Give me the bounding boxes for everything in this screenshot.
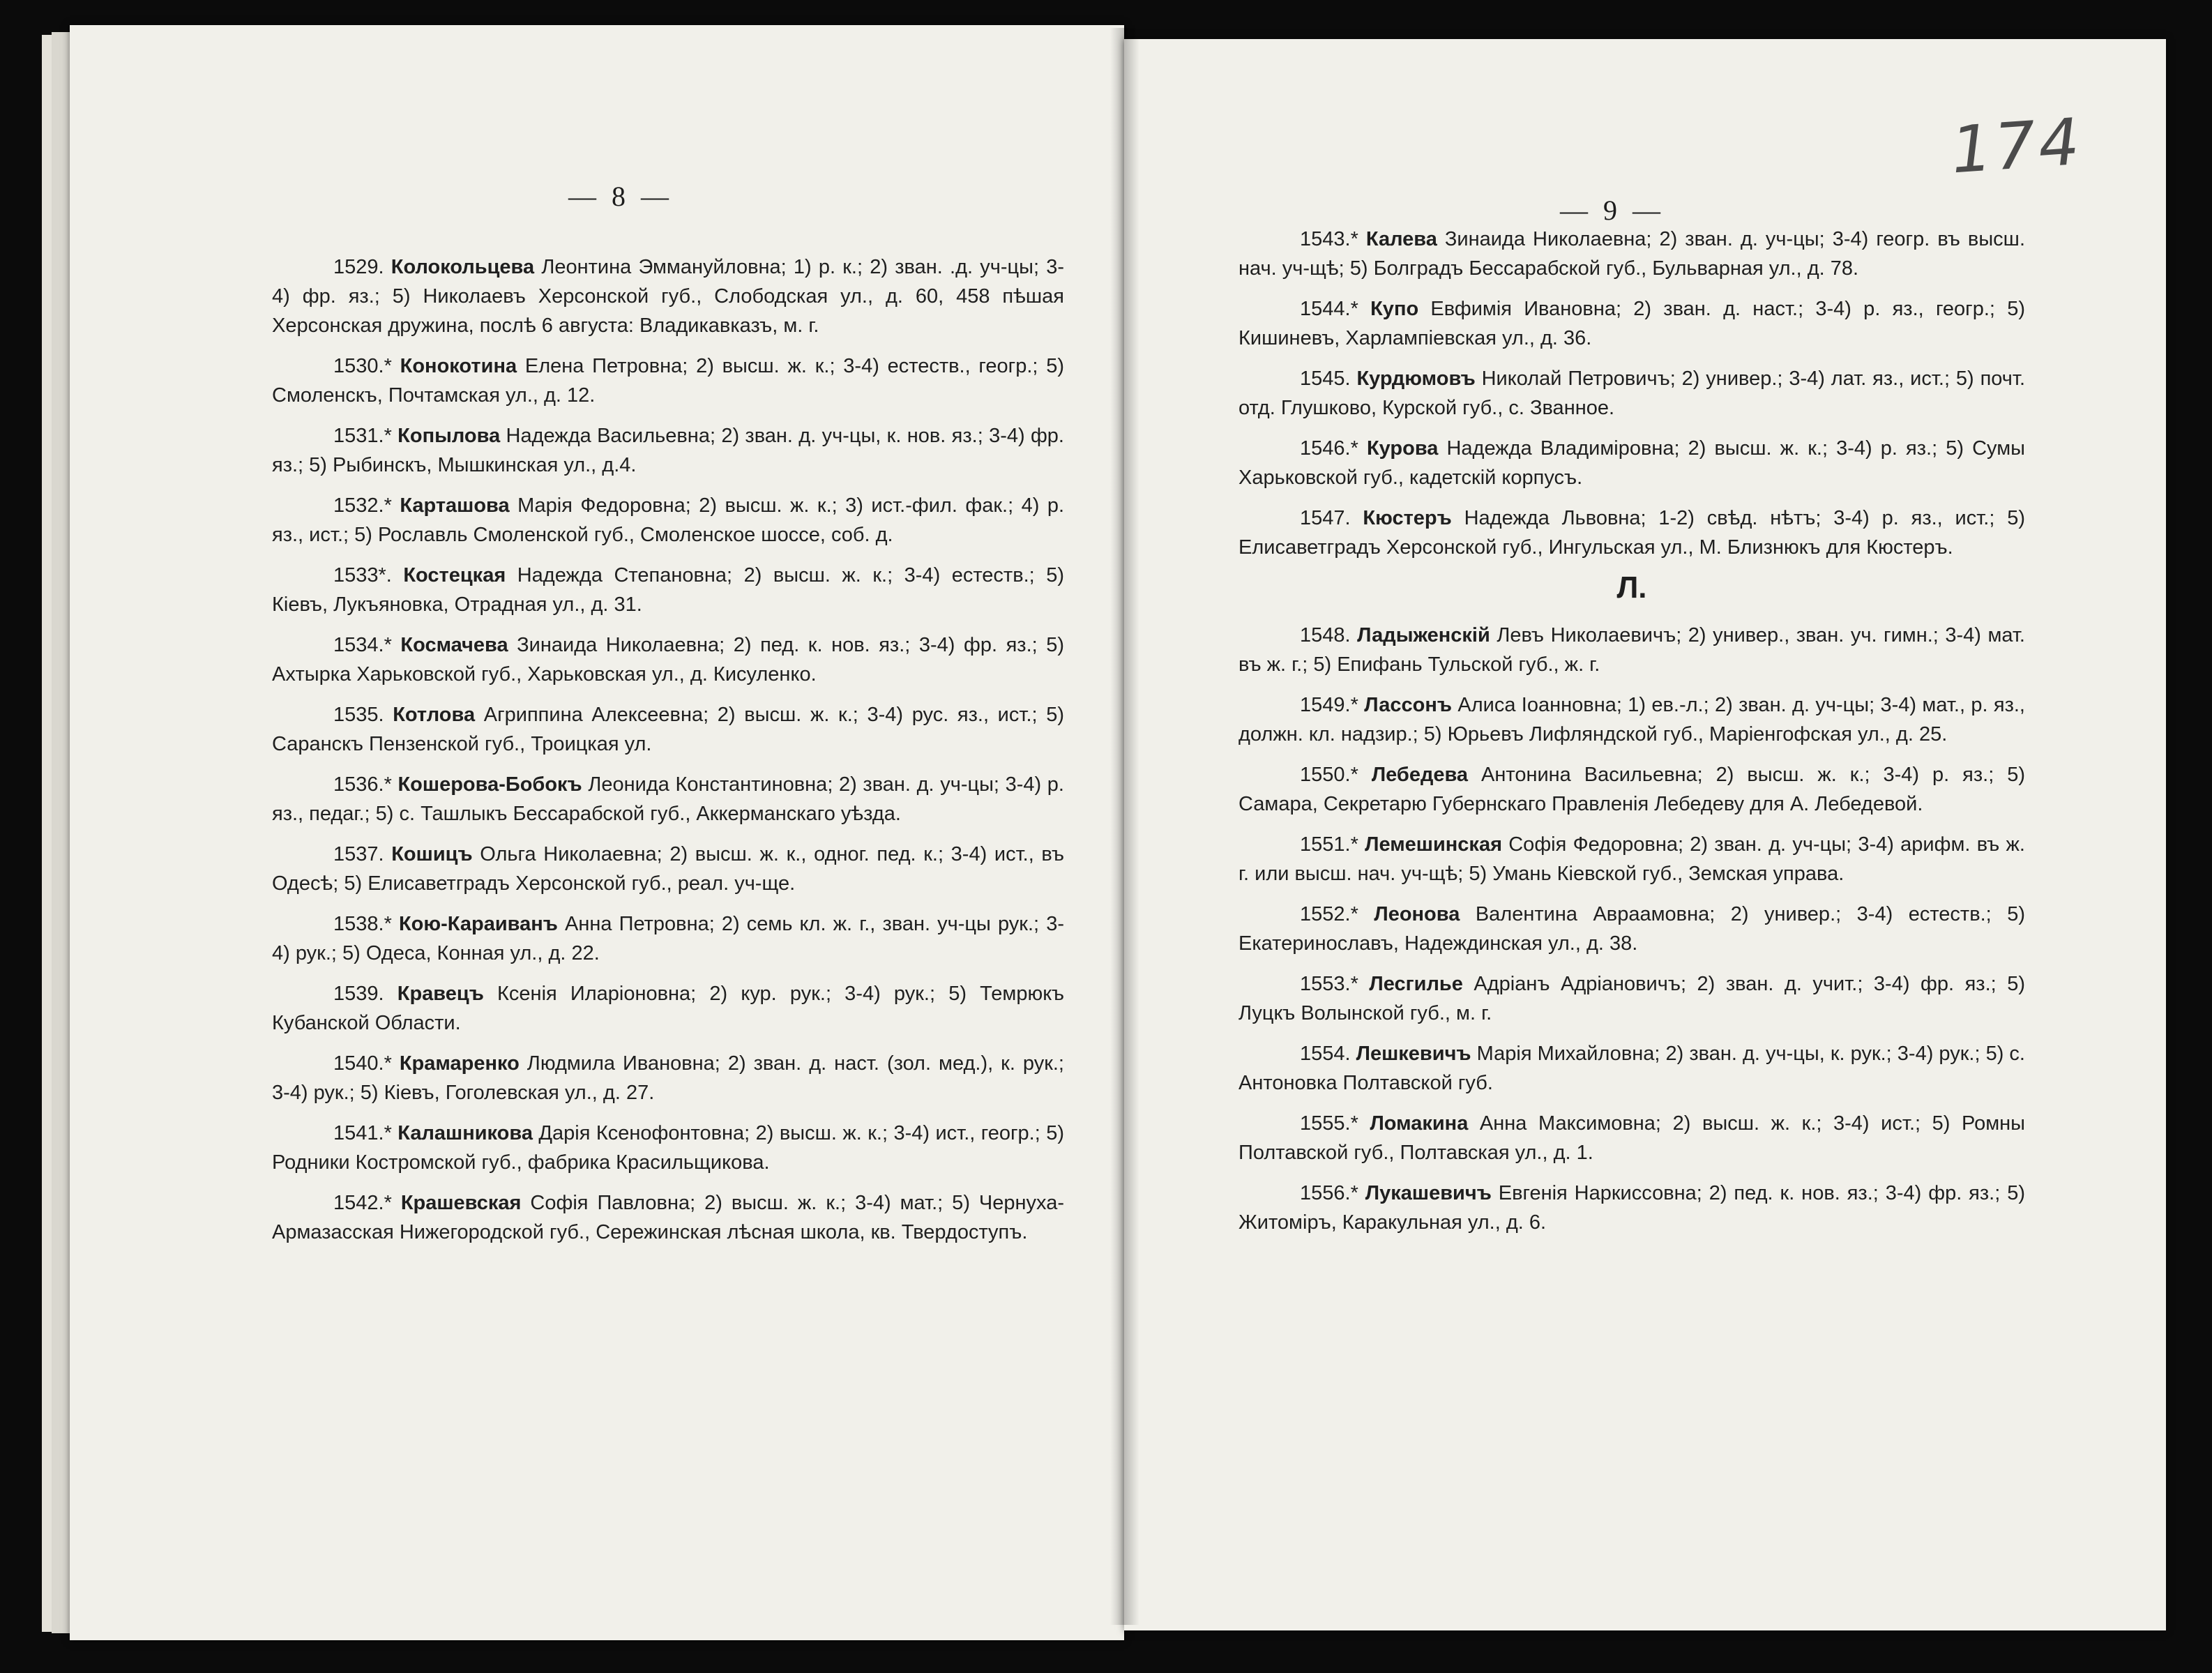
list-item [272,700,1064,759]
entry-number: 1530.* [333,355,392,377]
entry-surname: Колокольцева [391,256,535,278]
entry-surname: Кюстеръ [1363,507,1452,529]
list-item [1238,1039,2025,1098]
entry-details: Софія Павловна; 2) высш. ж. к.; 3-4) мат.; 5) Чернуха-Армазасская Нижегородской губ., Сережинская лѣсная школа, кв. Твердоступъ. [272,1192,1064,1243]
entry-list [1238,225,2025,1248]
entry-surname: Конокотина [400,355,517,377]
list-item [1238,1179,2025,1237]
entry-number: 1535. [333,704,384,726]
entry-surname: Котлова [393,704,476,726]
entry-details: Дарія Ксенофонтовна; 2) высш. ж. к.; 3-4) ист., геогр.; 5) Родники Костромской губ., фабрика Красильщикова. [272,1122,1064,1174]
list-item [272,491,1064,550]
entry-details: Валентина Авраамовна; 2) универ.; 3-4) естеств.; 5) Екатеринославъ, Надеждинская ул., д. 38. [1238,903,2025,955]
entry-number: 1529. [333,256,384,278]
list-item [272,1049,1064,1107]
entry-details: Адріанъ Адріановичъ; 2) зван. д. учит.; 3-4) фр. яз.; 5) Луцкъ Волынской губ., м. г. [1238,973,2025,1024]
entry-details: Надежда Львовна; 1-2) свѣд. нѣтъ; 3-4) р. яз., ист.; 5) Елисаветградъ Херсонской губ., Ингульская ул., М. Близнюкъ для Кюстеръ. [1238,507,2025,559]
entry-details: Марія Федоровна; 2) высш. ж. к.; 3) ист.-фил. фак.; 4) р. яз., ист.; 5) Рославль Смоленской губ., Смоленское шоссе, соб. д. [272,494,1064,546]
entry-details: Ксенія Иларіоновна; 2) кур. рук.; 3-4) рук.; 5) Темрюкъ Кубанской Области. [272,983,1065,1034]
handwritten-archive-number: 174 [1948,104,2085,188]
entry-number: 1538.* [333,913,392,935]
entry-number: 1549.* [1300,694,1358,716]
entry-surname: Курова [1366,437,1439,460]
list-item [272,1188,1064,1247]
entry-details: Надежда Васильевна; 2) зван. д. уч-цы, к. нов. яз.; 3-4) фр. яз.; 5) Рыбинскъ, Мышкинская ул., д.4. [272,425,1064,476]
entry-details: Леонтина Эммануйловна; 1) р. к.; 2) зван. .д. уч-цы; 3-4) фр. яз.; 5) Николаевъ Херсонской губ., Слободская ул., д. 60, 458 пѣшая Херсонская дружина, послѣ 6 августа: Владикавказъ, м. г. [272,256,1064,337]
entry-surname: Лассонъ [1364,694,1453,716]
entry-details: Леонида Константиновна; 2) зван. д. уч-цы; 3-4) р. яз., педаг.; 5) с. Ташлыкъ Бессарабской губ., Аккерманскаго уѣзда. [272,773,1064,825]
entry-surname: Копылова [397,425,501,447]
entry-surname: Кошерова-Бобокъ [397,773,582,796]
entry-number: 1537. [333,843,384,865]
list-item [1238,969,2025,1028]
entry-surname: Крашевская [400,1192,522,1214]
entry-number: 1540.* [333,1052,392,1075]
entry-number: 1536.* [333,773,392,796]
book-gutter [1110,28,1139,1625]
entry-surname: Леонова [1374,903,1460,925]
entry-details: Агриппина Алексеевна; 2) высш. ж. к.; 3-4) рус. яз., ист.; 5) Саранскъ Пензенской губ., Троицкая ул. [272,704,1064,755]
entry-surname: Костецкая [403,564,506,586]
entry-surname: Калашникова [397,1122,533,1144]
entry-details: Анна Петровна; 2) семь кл. ж. г., зван. уч-цы рук.; 3-4) рук.; 5) Одеса, Конная ул., д. 22. [272,913,1064,964]
list-item [1238,690,2025,749]
list-item [1238,900,2025,958]
list-item [272,630,1064,689]
left-page [70,25,1124,1640]
entry-surname: Карташова [400,494,510,517]
entry-surname: Ломакина [1370,1112,1469,1135]
entry-details: Елена Петровна; 2) высш. ж. к.; 3-4) естеств., геогр.; 5) Смоленскъ, Почтамская ул., д. 12. [272,355,1064,407]
entry-number: 1555.* [1300,1112,1358,1135]
entry-surname: Ладыженскій [1357,624,1490,646]
entry-surname: Лебедева [1371,764,1469,786]
entry-number: 1544.* [1300,298,1358,320]
entry-number: 1546.* [1300,437,1358,460]
entry-details: Левъ Николаевичъ; 2) универ., зван. уч. гимн.; 3-4) мат. въ ж. г.; 5) Епифань Тульской губ., ж. г. [1238,624,2025,676]
entry-surname: Лешкевичъ [1356,1043,1471,1065]
list-item [272,770,1064,828]
entry-details: Евгенія Наркиссовна; 2) пед. к. нов. яз.; 3-4) фр. яз.; 5) Житоміръ, Каракульная ул., д. 6. [1238,1182,2025,1234]
entry-number: 1545. [1300,368,1351,390]
list-item [1238,294,2025,353]
entry-surname: Кошицъ [391,843,473,865]
section-letter: Л. [1616,570,1647,605]
entry-number: 1547. [1300,507,1351,529]
list-item [1238,504,2025,562]
page-stack-edge [52,32,70,1633]
entry-number: 1548. [1300,624,1351,646]
entry-details: Софія Федоровна; 2) зван. д. уч-цы; 3-4) арифм. въ ж. г. или высш. нач. уч-щѣ; 5) Умань Кіевской губ., Земская управа. [1238,833,2025,885]
entry-surname: Купо [1370,298,1419,320]
entry-details: Евфимія Ивановна; 2) зван. д. наст.; 3-4) р. яз., геогр.; 5) Кишиневъ, Харлампіевская ул., д. 36. [1238,298,2026,349]
list-item [1238,364,2025,423]
page-number: — 8 — [568,181,673,212]
list-item [272,979,1064,1038]
entry-surname: Кравецъ [397,983,484,1005]
entry-number: 1542.* [333,1192,392,1214]
entry-number: 1531.* [333,425,392,447]
list-item [272,1119,1064,1177]
entry-number: 1552.* [1300,903,1358,925]
entry-surname: Космачева [400,634,508,656]
entry-details: Марія Михайловна; 2) зван. д. уч-цы, к. рук.; 3-4) рук.; 5) с. Антоновка Полтавской губ. [1238,1043,2025,1094]
entry-number: 1533*. [333,564,392,586]
entry-details: Антонина Васильевна; 2) высш. ж. к.; 3-4) р. яз.; 5) Самара, Секретарю Губернскаго Правленія Лебедеву для А. Лебедевой. [1238,764,2025,815]
list-item [272,351,1064,410]
entry-details: Анна Максимовна; 2) высш. ж. к.; 3-4) ист.; 5) Ромны Полтавской губ., Полтавская ул., д. 1. [1238,1112,2026,1164]
right-page [1124,39,2166,1630]
list-item [272,561,1064,619]
entry-details: Ольга Николаевна; 2) высш. ж. к., одног. пед. к.; 3-4) ист., въ Одесѣ; 5) Елисаветградъ Херсонской губ., реал. уч-ще. [272,843,1064,895]
list-item [1238,830,2025,888]
entry-surname: Лесгильe [1369,973,1463,995]
entry-details: Николай Петровичъ; 2) универ.; 3-4) лат. яз., ист.; 5) почт. отд. Глушково, Курской губ., с. Званное. [1238,368,2025,419]
entry-surname: Лемешинская [1365,833,1502,856]
entry-surname: Кою-Караиванъ [398,913,558,935]
entry-number: 1541.* [333,1122,392,1144]
entry-number: 1554. [1300,1043,1351,1065]
entry-surname: Курдюмовъ [1356,368,1476,390]
entry-details: Алиса Іоанновна; 1) ев.-л.; 2) зван. д. уч-цы; 3-4) мат., р. яз., должн. кл. надзир.; 5) Юрьевъ Лифляндской губ., Маріенгофская ул., д. 25. [1238,694,2025,745]
list-item [1238,760,2025,819]
list-item [272,909,1064,968]
entry-surname: Калева [1365,228,1437,250]
list-item [1238,434,2025,492]
entry-number: 1534.* [333,634,392,656]
entry-list [272,252,1064,1258]
entry-number: 1550.* [1300,764,1358,786]
list-item [1238,621,2025,679]
list-item [1238,1109,2025,1167]
entry-number: 1551.* [1300,833,1358,856]
entry-details: Зинаида Николаевна; 2) зван. д. уч-цы; 3-4) геогр. въ высш. нач. уч-щѣ; 5) Болградъ Бессарабской губ., Бульварная ул., д. 78. [1238,228,2026,280]
entry-details: Зинаида Николаевна; 2) пед. к. нов. яз.; 3-4) фр. яз.; 5) Ахтырка Харьковской губ., Харьковская ул., д. Кисуленко. [272,634,1065,686]
list-item [1238,225,2025,283]
list-item [272,840,1064,898]
entry-number: 1553.* [1300,973,1358,995]
page-number: — 9 — [1560,195,1665,226]
entry-details: Людмила Ивановна; 2) зван. д. наст. (зол. мед.), к. рук.; 3-4) рук.; 5) Кіевъ, Гоголевская ул., д. 27. [272,1052,1064,1104]
entry-surname: Лукашевичъ [1365,1182,1492,1204]
entry-details: Надежда Степановна; 2) высш. ж. к.; 3-4) естеств.; 5) Кіевъ, Лукъяновка, Отрадная ул., д. 31. [272,564,1065,616]
entry-details: Надежда Владиміровна; 2) высш. ж. к.; 3-4) р. яз.; 5) Сумы Харьковской губ., кадетскій корпусъ. [1238,437,2025,489]
list-item [272,252,1064,340]
entry-number: 1543.* [1300,228,1358,250]
entry-number: 1532.* [333,494,392,517]
entry-number: 1556.* [1300,1182,1358,1204]
entry-number: 1539. [333,983,384,1005]
list-item [272,421,1064,480]
entry-surname: Крамаренко [399,1052,520,1075]
